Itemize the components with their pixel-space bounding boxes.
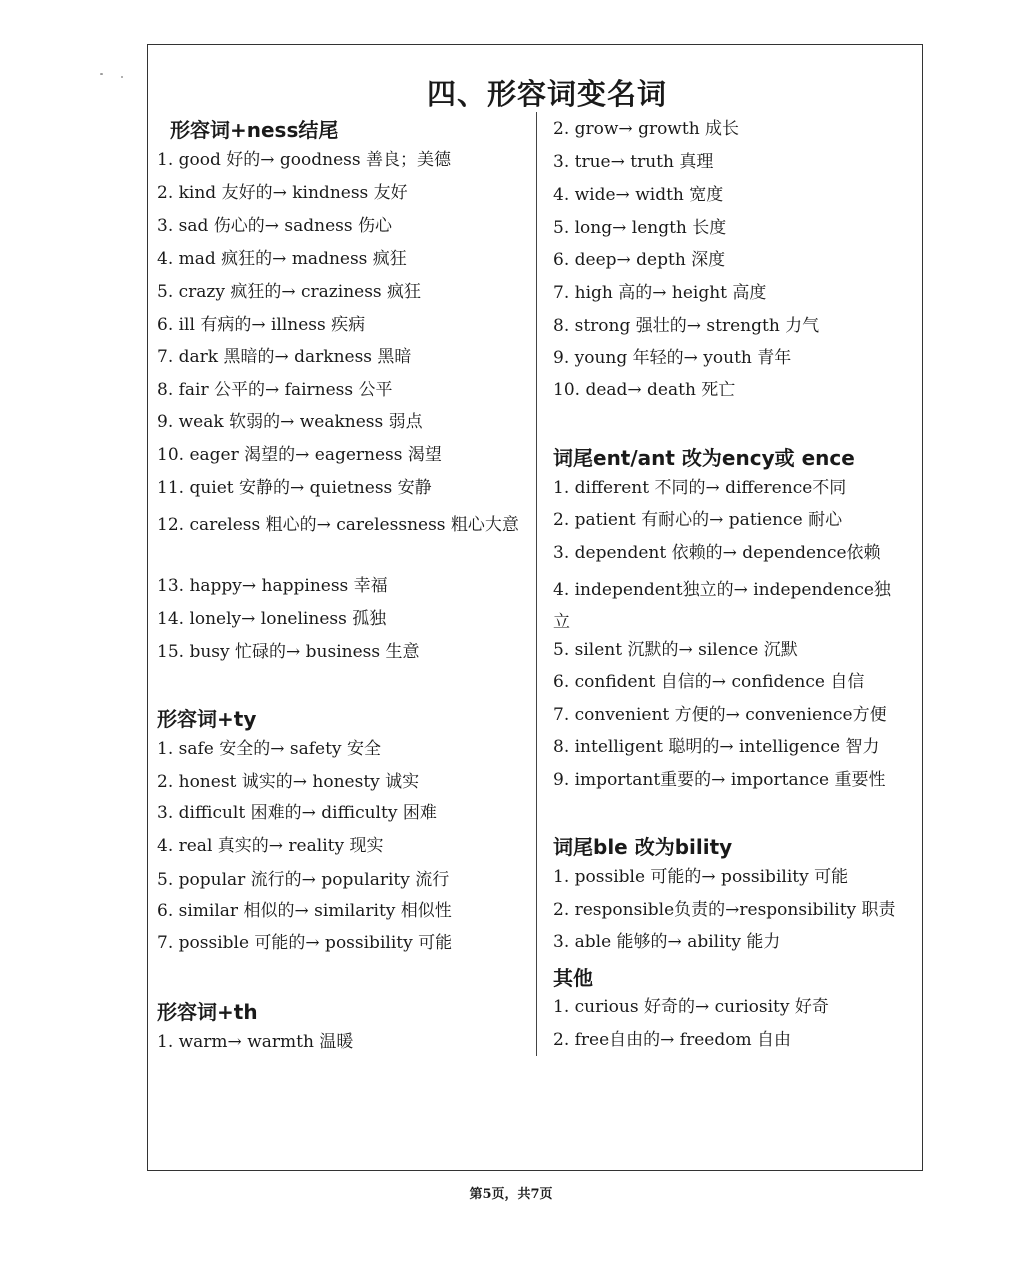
list-item: 5. long→ length 长度 [553,218,727,238]
column-divider [536,112,537,1056]
section-heading-ty: 形容词+ty [157,707,257,731]
list-item: 6. ill 有病的→ illness 疾病 [157,315,366,335]
list-item: 5. crazy 疯狂的→ craziness 疯狂 [157,282,422,302]
list-item: 10. eager 渴望的→ eagerness 渴望 [157,445,442,465]
list-item: 7. high 高的→ height 高度 [553,283,767,303]
list-item: 10. dead→ death 死亡 [553,380,736,400]
list-item: 9. important重要的→ importance 重要性 [553,770,886,790]
section-heading-ness: 形容词+ness结尾 [170,118,339,142]
list-item: 1. warm→ warmth 温暖 [157,1032,354,1052]
list-item: 9. weak 软弱的→ weakness 弱点 [157,412,423,432]
list-item: 8. fair 公平的→ fairness 公平 [157,380,393,400]
list-item: 15. busy 忙碌的→ business 生意 [157,642,420,662]
list-item: 1. good 好的→ goodness 善良；美德 [157,150,452,170]
list-item: 2. honest 诚实的→ honesty 诚实 [157,772,420,792]
list-item: 2. patient 有耐心的→ patience 耐心 [553,510,843,530]
list-item: 1. curious 好奇的→ curiosity 好奇 [553,997,829,1017]
list-item: 3. dependent 依赖的→ dependence依赖 [553,543,881,563]
list-item: 13. happy→ happiness 幸福 [157,576,388,596]
list-item: 3. able 能够的→ ability 能力 [553,932,781,952]
list-item: 4. real 真实的→ reality 现实 [157,836,384,856]
list-item: 8. strong 强壮的→ strength 力气 [553,316,820,336]
page-footer: 第5页，共7页 [469,1187,553,1202]
list-item: 2. grow→ growth 成长 [553,119,740,139]
list-item: 6. deep→ depth 深度 [553,250,726,270]
list-item: 3. sad 伤心的→ sadness 伤心 [157,216,393,236]
list-item: 2. kind 友好的→ kindness 友好 [157,183,408,203]
list-item: 2. responsible负责的→responsibility 职责 [553,900,896,920]
list-item: 5. silent 沉默的→ silence 沉默 [553,640,798,660]
list-item: 4. mad 疯狂的→ madness 疯狂 [157,249,407,269]
list-item: 7. possible 可能的→ possibility 可能 [157,933,453,953]
list-item: 6. similar 相似的→ similarity 相似性 [157,901,452,921]
list-item: 4. wide→ width 宽度 [553,185,724,205]
list-item: 3. true→ truth 真理 [553,152,714,172]
list-item: 7. dark 黑暗的→ darkness 黑暗 [157,347,412,367]
list-item: 7. convenient 方便的→ convenience方便 [553,705,887,725]
list-item: 4. independent独立的→ independence独立 [553,580,891,632]
list-item: 3. difficult 困难的→ difficulty 困难 [157,803,437,823]
list-item: 8. intelligent 聪明的→ intelligence 智力 [553,737,880,757]
list-item: 2. free自由的→ freedom 自由 [553,1030,791,1050]
list-item: 11. quiet 安静的→ quietness 安静 [157,478,432,498]
section-heading-bility: 词尾ble 改为bility [553,835,733,859]
section-heading-ence: 词尾ent/ant 改为ency或 ence [553,446,855,470]
list-item: 14. lonely→ loneliness 孤独 [157,609,387,629]
list-item: 5. popular 流行的→ popularity 流行 [157,870,450,890]
list-item: 1. safe 安全的→ safety 安全 [157,739,381,759]
scan-speck [121,76,123,78]
list-item: 9. young 年轻的→ youth 青年 [553,348,792,368]
page-title: 四、形容词变名词 [426,77,667,111]
list-item: 6. confident 自信的→ confidence 自信 [553,672,865,692]
list-item: 12. careless 粗心的→ carelessness 粗心大意 [157,515,519,535]
list-item: 1. different 不同的→ difference不同 [553,478,847,498]
scan-speck [100,73,103,75]
list-item: 1. possible 可能的→ possibility 可能 [553,867,849,887]
section-heading-other: 其他 [553,966,593,990]
section-heading-th: 形容词+th [157,1000,258,1024]
